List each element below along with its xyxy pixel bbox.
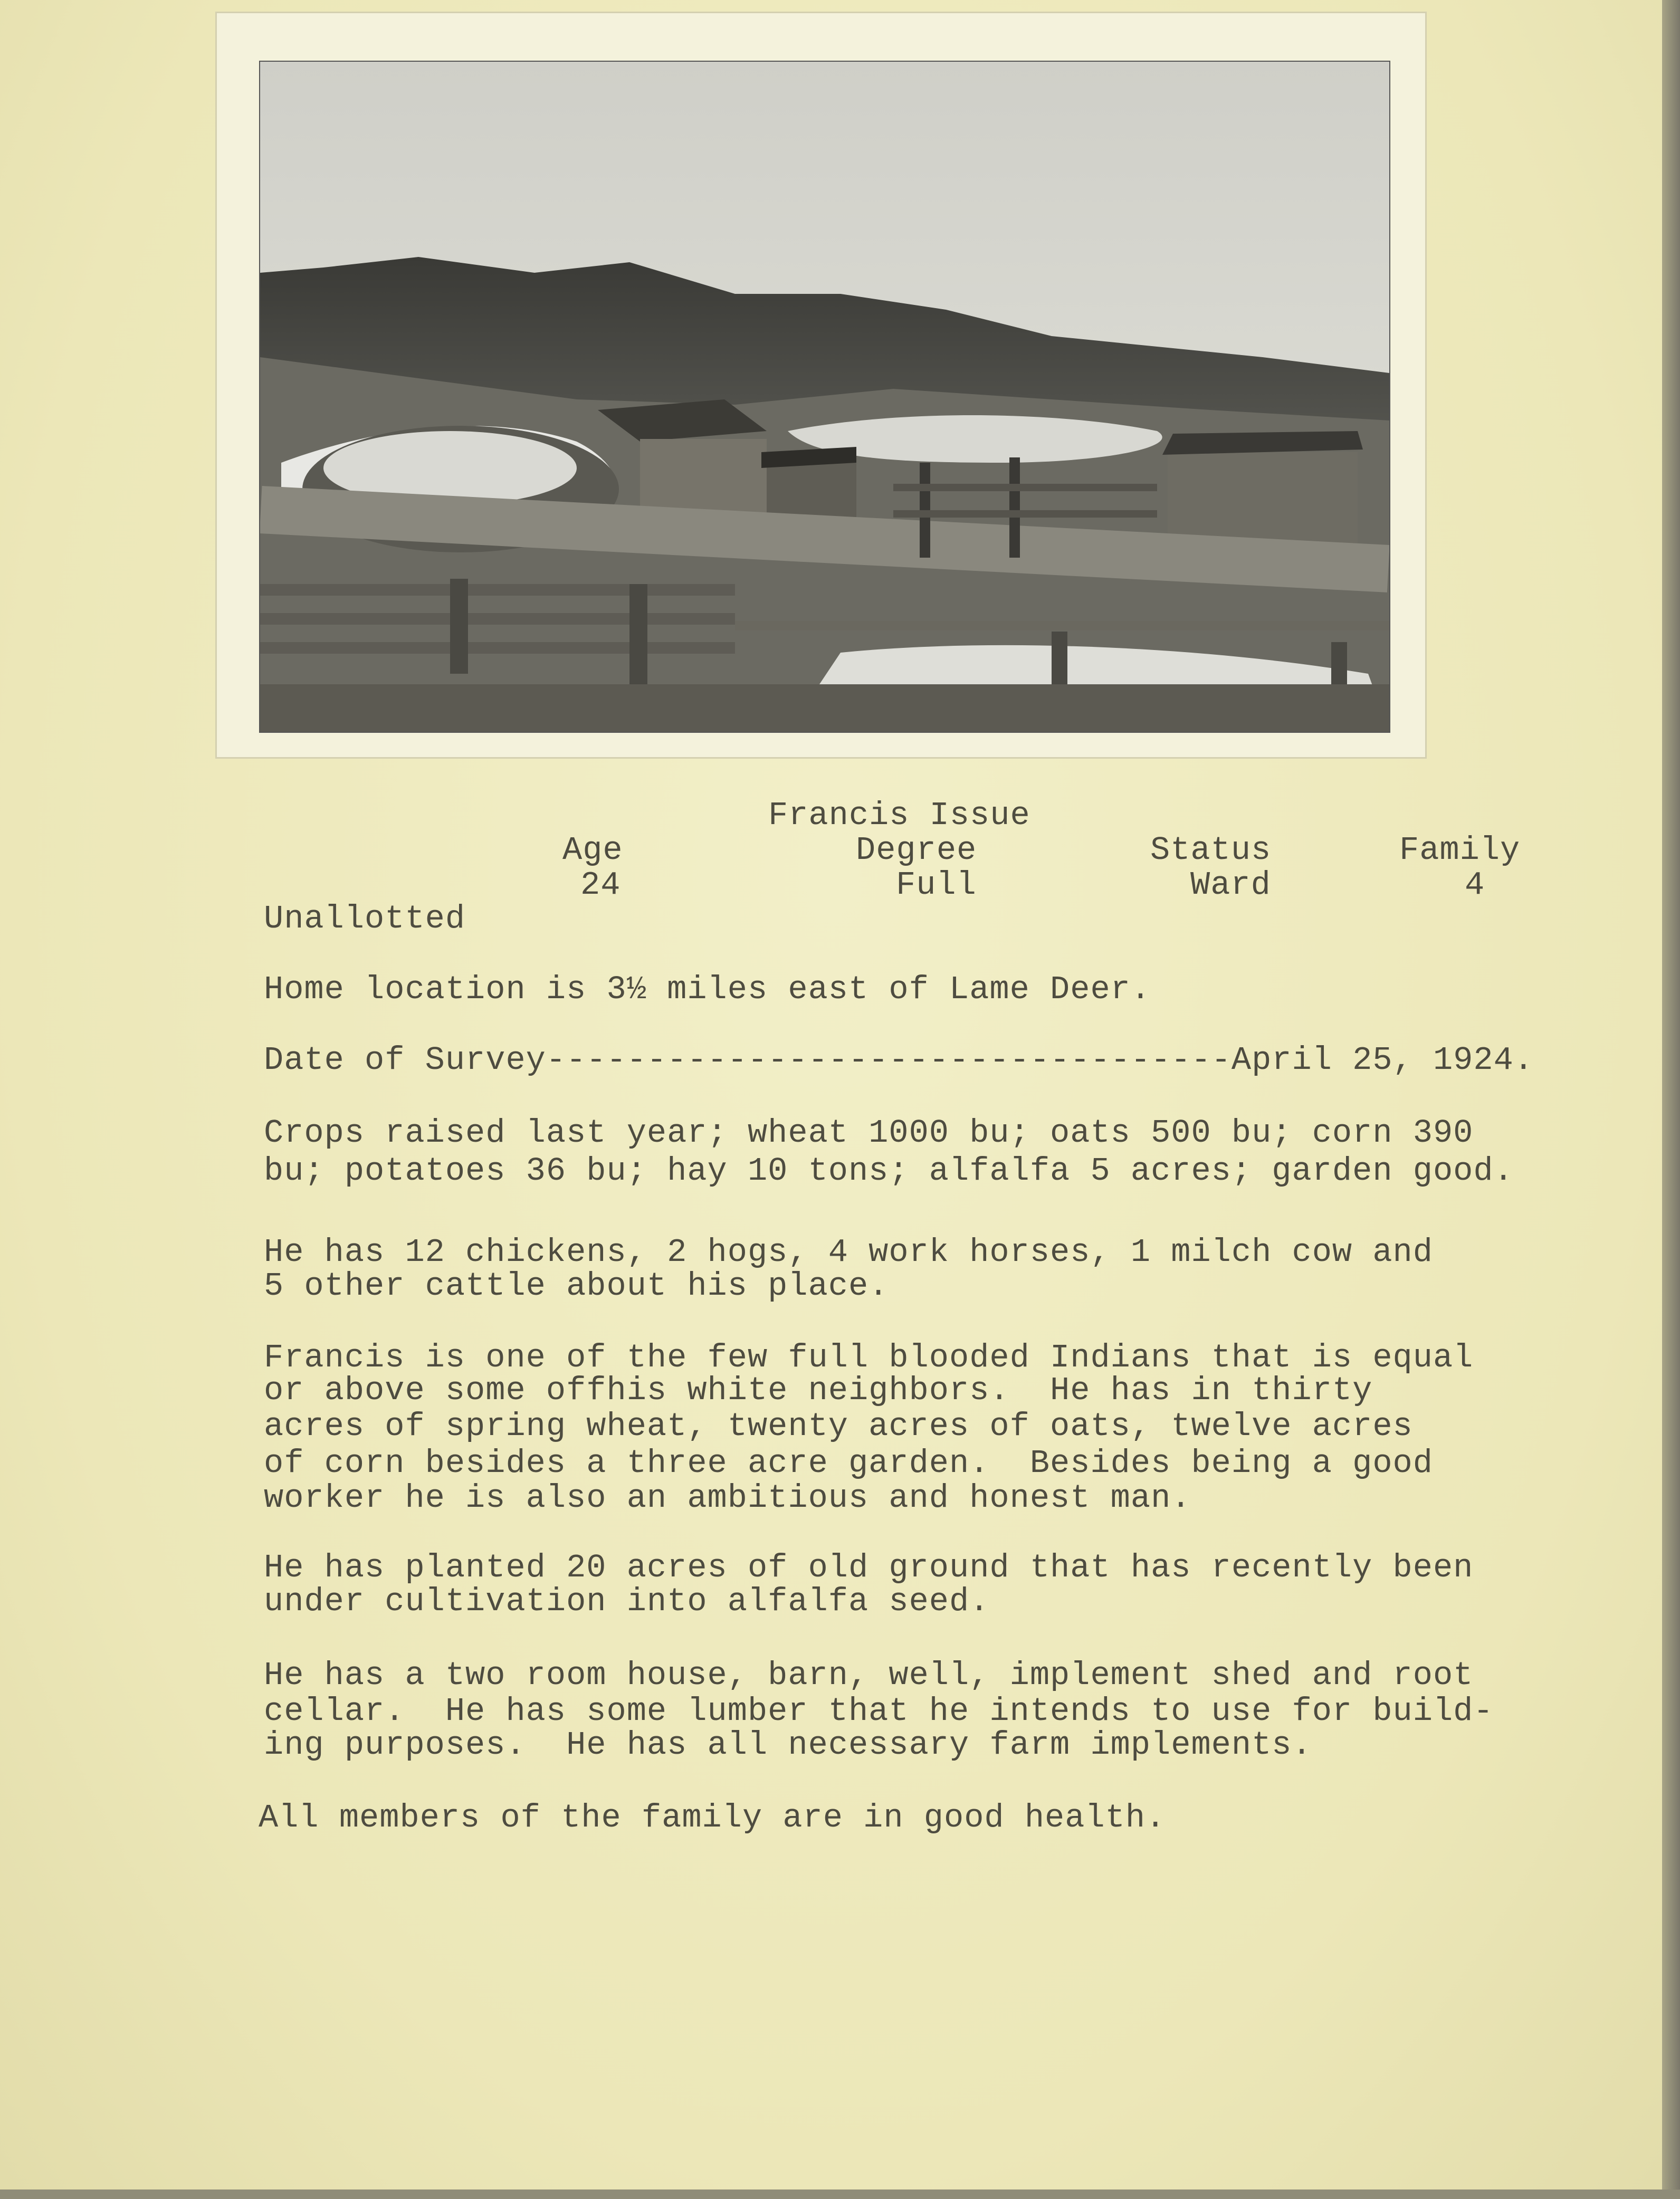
character-line-4: of corn besides a three acre garden. Besides being a good xyxy=(264,1445,1433,1482)
farm-photograph xyxy=(259,61,1390,733)
alfalfa-line-1: He has planted 20 acres of old ground that has recently been xyxy=(264,1549,1474,1586)
character-line-1: Francis is one of the few full blooded Indians that is equal xyxy=(264,1339,1474,1376)
character-line-3: acres of spring wheat, twenty acres of oats, twelve acres xyxy=(264,1408,1413,1445)
photo-mount xyxy=(215,12,1427,759)
page-edge-shadow xyxy=(1662,0,1680,2199)
status-label: Status xyxy=(1150,831,1272,869)
family-value: 4 xyxy=(1465,866,1485,904)
degree-label: Degree xyxy=(856,831,977,869)
page-bottom-edge xyxy=(0,2190,1680,2199)
buildings-line-3: ing purposes. He has all necessary farm implements. xyxy=(264,1726,1312,1764)
alfalfa-line-2: under cultivation into alfalfa seed. xyxy=(264,1583,990,1620)
allotment-status: Unallotted xyxy=(264,900,466,938)
degree-value: Full xyxy=(896,866,977,904)
home-location: Home location is 3½ miles east of Lame Deer. xyxy=(264,971,1151,1008)
livestock-line-2: 5 other cattle about his place. xyxy=(264,1267,889,1305)
character-line-5: worker he is also an ambitious and honest man. xyxy=(264,1479,1191,1517)
age-value: 24 xyxy=(580,866,621,904)
character-line-2: or above some offhis white neighbors. He has in thirty xyxy=(264,1372,1373,1409)
farm-photo-image xyxy=(260,62,1389,732)
status-value: Ward xyxy=(1190,866,1271,904)
livestock-line-1: He has 12 chickens, 2 hogs, 4 work horses, 1 milch cow and xyxy=(264,1234,1433,1271)
person-name: Francis Issue xyxy=(768,797,1030,834)
crops-line-2: bu; potatoes 36 bu; hay 10 tons; alfalfa 5 acres; garden good. xyxy=(264,1152,1514,1190)
survey-date: Date of Survey----------------------------------April 25, 1924. xyxy=(264,1041,1534,1079)
buildings-line-2: cellar. He has some lumber that he intends to use for build- xyxy=(264,1693,1494,1730)
health-statement: All members of the family are in good health. xyxy=(259,1799,1166,1837)
family-label: Family xyxy=(1399,831,1521,869)
buildings-line-1: He has a two room house, barn, well, implement shed and root xyxy=(264,1657,1474,1694)
crops-line-1: Crops raised last year; wheat 1000 bu; oats 500 bu; corn 390 xyxy=(264,1114,1474,1152)
age-label: Age xyxy=(562,831,623,869)
